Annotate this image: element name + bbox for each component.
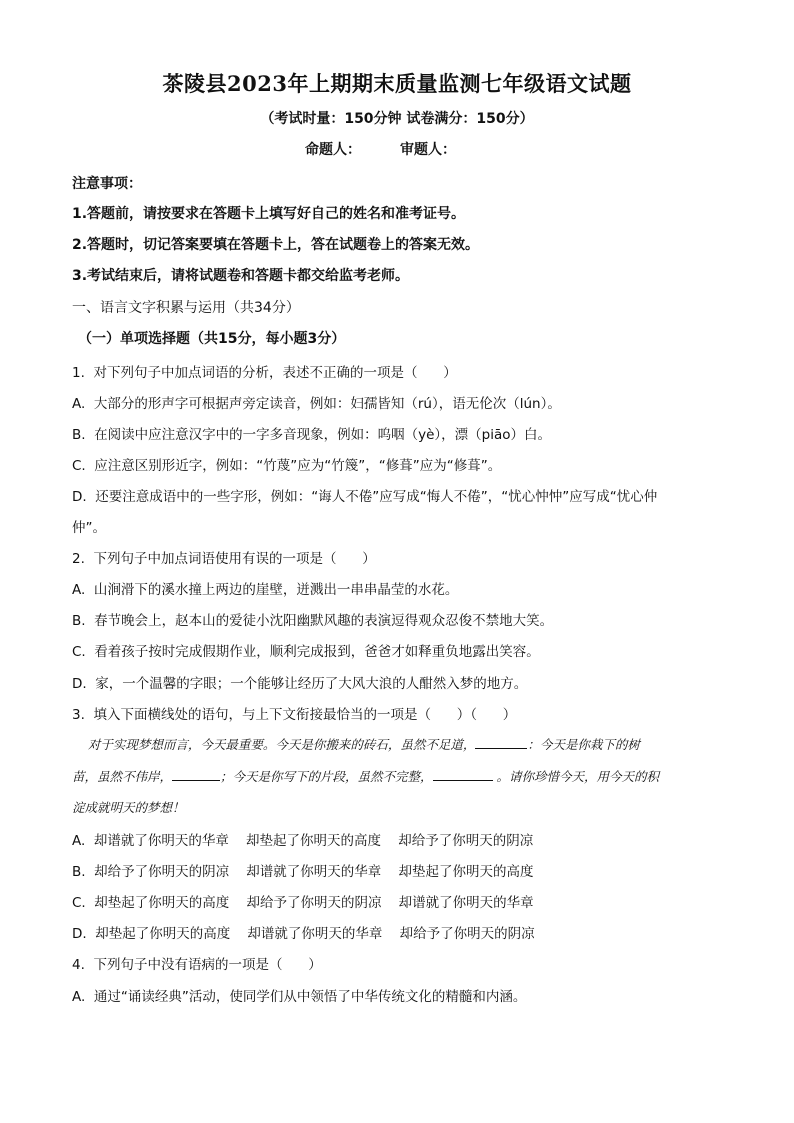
exam-authors: 命题人： 审题人： xyxy=(305,142,456,158)
question-1-option-c: C. 应注意区别形近字，例如：“竹蔑”应为“竹篾”，“修葺”应为“修葺”。 xyxy=(72,458,502,474)
question-2-option-a: A. 山涧滑下的溪水撞上两边的崖壁，迸溅出一串串晶莹的水花。 xyxy=(72,582,459,598)
note-item-1: 1.答题前，请按要求在答题卡上填写好自己的姓名和准考证号。 xyxy=(72,206,466,222)
question-2-option-b: B. 春节晚会上，赵本山的爱徒小沈阳幽默风趣的表演逗得观众忍俊不禁地大笑。 xyxy=(72,613,554,629)
question-1-option-d: D. 还要注意成语中的一些字形，例如：“诲人不倦”应写成“悔人不倦”，“忧心忡忡”应写成“忧心仲 xyxy=(72,489,658,505)
passage-text: 苗，虽然不伟岸， xyxy=(72,769,173,784)
notes-heading: 注意事项： xyxy=(72,176,142,192)
question-1-option-d-cont: 仲”。 xyxy=(72,520,106,536)
question-4-option-a: A. 通过“诵读经典”活动，使同学们从中领悟了中华传统文化的精髓和内涵。 xyxy=(72,989,527,1005)
fill-blank-2 xyxy=(172,768,220,781)
question-2-stem: 2. 下列句子中加点词语使用有误的一项是（ ） xyxy=(72,551,376,567)
passage-line-3: 淀成就明天的梦想！ xyxy=(72,800,185,815)
question-1-stem: 1. 对下列句子中加点词语的分析，表述不正确的一项是（ ） xyxy=(72,365,457,381)
question-3-stem: 3. 填入下面横线处的语句，与上下文衔接最恰当的一项是（ ）（ ） xyxy=(72,707,517,723)
passage-text: 。请你珍惜今天，用今天的积 xyxy=(492,769,660,784)
question-3-option-d: D. 却垫起了你明天的高度 却谱就了你明天的华章 却给予了你明天的阴凉 xyxy=(72,926,535,942)
passage-text: ：今天是你栽下的树 xyxy=(527,737,640,752)
fill-blank-1 xyxy=(475,736,527,749)
question-3-option-a: A. 却谱就了你明天的华章 却垫起了你明天的高度 却给予了你明天的阴凉 xyxy=(72,833,534,849)
question-2-option-c: C. 看着孩子按时完成假期作业，顺利完成报到，爸爸才如释重负地露出笑容。 xyxy=(72,644,540,660)
passage-text: ；今天是你写下的片段，虽然不完整， xyxy=(220,769,433,784)
passage-text: 对于实现梦想而言，今天最重要。今天是你搬来的砖石，虽然不足道， xyxy=(72,737,476,752)
passage-line-1 xyxy=(72,735,732,753)
question-2-option-d: D. 家，一个温馨的字眼；一个能够让经历了大风大浪的人酣然入梦的地方。 xyxy=(72,676,528,692)
subsection-heading: （一）单项选择题（共15分，每小题3分） xyxy=(78,331,346,347)
question-4-stem: 4. 下列句子中没有语病的一项是（ ） xyxy=(72,957,322,973)
question-1-option-a: A. 大部分的形声字可根据声旁定读音，例如：妇孺皆知（rú），语无伦次（lún）。 xyxy=(72,396,561,412)
note-item-3: 3.考试结束后，请将试题卷和答题卡都交给监考老师。 xyxy=(72,268,410,284)
exam-subtitle: （考试时量：150分钟 试卷满分：150分） xyxy=(260,111,534,127)
passage-line-2 xyxy=(72,767,732,785)
section-heading: 一、语言文字积累与运用（共34分） xyxy=(72,300,300,316)
fill-blank-3 xyxy=(433,768,493,781)
question-3-option-c: C. 却垫起了你明天的高度 却给予了你明天的阴凉 却谱就了你明天的华章 xyxy=(72,895,534,911)
exam-title: 茶陵县2023年上期期末质量监测七年级语文试题 xyxy=(162,71,632,96)
note-item-2: 2.答题时，切记答案要填在答题卡上，答在试题卷上的答案无效。 xyxy=(72,237,480,253)
question-3-option-b: B. 却给予了你明天的阴凉 却谱就了你明天的华章 却垫起了你明天的高度 xyxy=(72,864,534,880)
question-1-option-b: B. 在阅读中应注意汉字中的一字多音现象，例如：呜咽（yè），漂（piāo）白。 xyxy=(72,427,552,443)
